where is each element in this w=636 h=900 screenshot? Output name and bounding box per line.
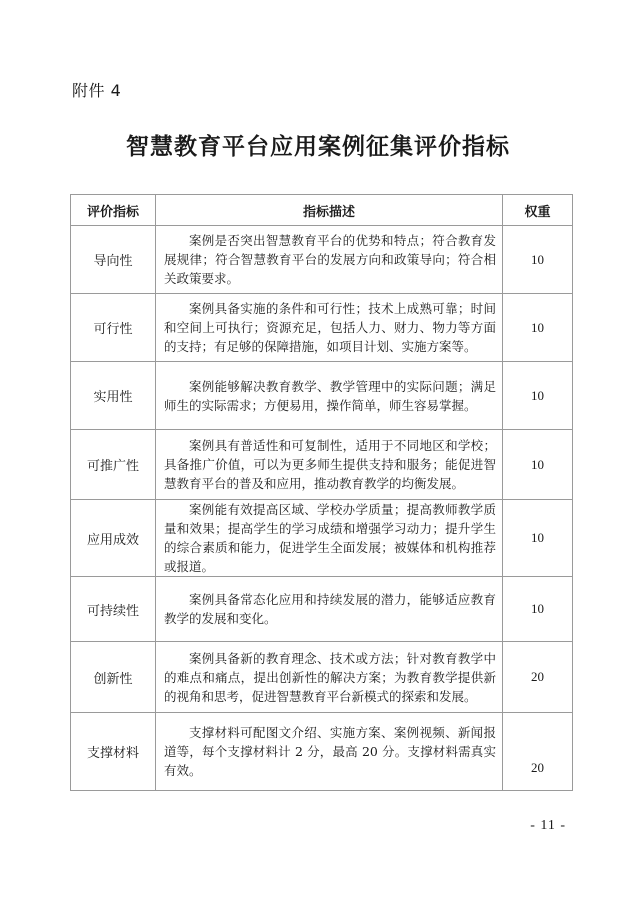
description-text: 案例具备新的教育理念、技术或方法；针对教育教学中的难点和痛点，提出创新性的解决方案；为教育教学提供新的视角和思考，促进智慧教育平台新模式的探索和发展。 [164, 650, 496, 704]
indicator-cell: 应用成效 [71, 500, 156, 577]
indicator-cell: 可持续性 [71, 577, 156, 642]
table-row [71, 362, 573, 430]
table-row [71, 226, 573, 294]
table-row [71, 713, 573, 791]
description-cell [156, 500, 503, 577]
description-cell [156, 642, 503, 713]
table-row [71, 294, 573, 362]
description-text: 案例是否突出智慧教育平台的优势和特点；符合教育发展规律；符合智慧教育平台的发展方向和政策导向；符合相关政策要求。 [164, 233, 496, 286]
page-number: - 11 - [530, 818, 566, 833]
table-row [71, 642, 573, 713]
document-title: 智慧教育平台应用案例征集评价指标 [126, 133, 510, 160]
indicator-cell: 支撑材料 [71, 713, 156, 791]
description-cell [156, 713, 503, 791]
description-cell [156, 362, 503, 430]
indicator-cell: 可行性 [71, 294, 156, 362]
description-text: 案例具有普适性和可复制性，适用于不同地区和学校；具备推广价值，可以为更多师生提供支持和服务；能促进智慧教育平台的普及和应用，推动教育教学的均衡发展。 [164, 438, 496, 491]
description-cell [156, 577, 503, 642]
indicator-cell: 实用性 [71, 362, 156, 430]
description-text: 案例具备常态化应用和持续发展的潜力，能够适应教育教学的发展和变化。 [164, 592, 496, 626]
description-cell [156, 430, 503, 500]
table-row [71, 430, 573, 500]
weight-cell: 10 [503, 226, 573, 294]
indicator-cell: 可推广性 [71, 430, 156, 500]
weight-cell: 10 [503, 362, 573, 430]
table-header-row [71, 195, 573, 226]
header-weight: 权重 [503, 195, 573, 226]
header-indicator: 评价指标 [71, 195, 156, 226]
weight-cell: 10 [503, 577, 573, 642]
description-text: 支撑材料可配图文介绍、实施方案、案例视频、新闻报道等，每个支撑材料计 2 分，最高 20 分。支撑材料需真实有效。 [164, 725, 496, 778]
evaluation-criteria-table [70, 194, 573, 791]
weight-cell: 20 [503, 642, 573, 713]
indicator-cell: 导向性 [71, 226, 156, 294]
attachment-label: 附件 4 [72, 81, 122, 100]
weight-cell: 20 [503, 713, 573, 791]
description-cell [156, 226, 503, 294]
weight-cell: 10 [503, 500, 573, 577]
description-text: 案例具备实施的条件和可行性；技术上成熟可靠；时间和空间上可执行；资源充足，包括人力、财力、物力等方面的支持；有足够的保障措施，如项目计划、实施方案等。 [164, 301, 496, 354]
header-description: 指标描述 [156, 195, 503, 226]
weight-cell: 10 [503, 294, 573, 362]
table-row [71, 577, 573, 642]
indicator-cell: 创新性 [71, 642, 156, 713]
table-row [71, 500, 573, 577]
description-text: 案例能有效提高区域、学校办学质量；提高教师教学质量和效果；提高学生的学习成绩和增强学习动力；提升学生的综合素质和能力，促进学生全面发展；被媒体和机构推荐或报道。 [164, 502, 496, 574]
description-text: 案例能够解决教育教学、教学管理中的实际问题；满足师生的实际需求；方便易用，操作简单，师生容易掌握。 [164, 378, 496, 413]
weight-cell: 10 [503, 430, 573, 500]
description-cell [156, 294, 503, 362]
